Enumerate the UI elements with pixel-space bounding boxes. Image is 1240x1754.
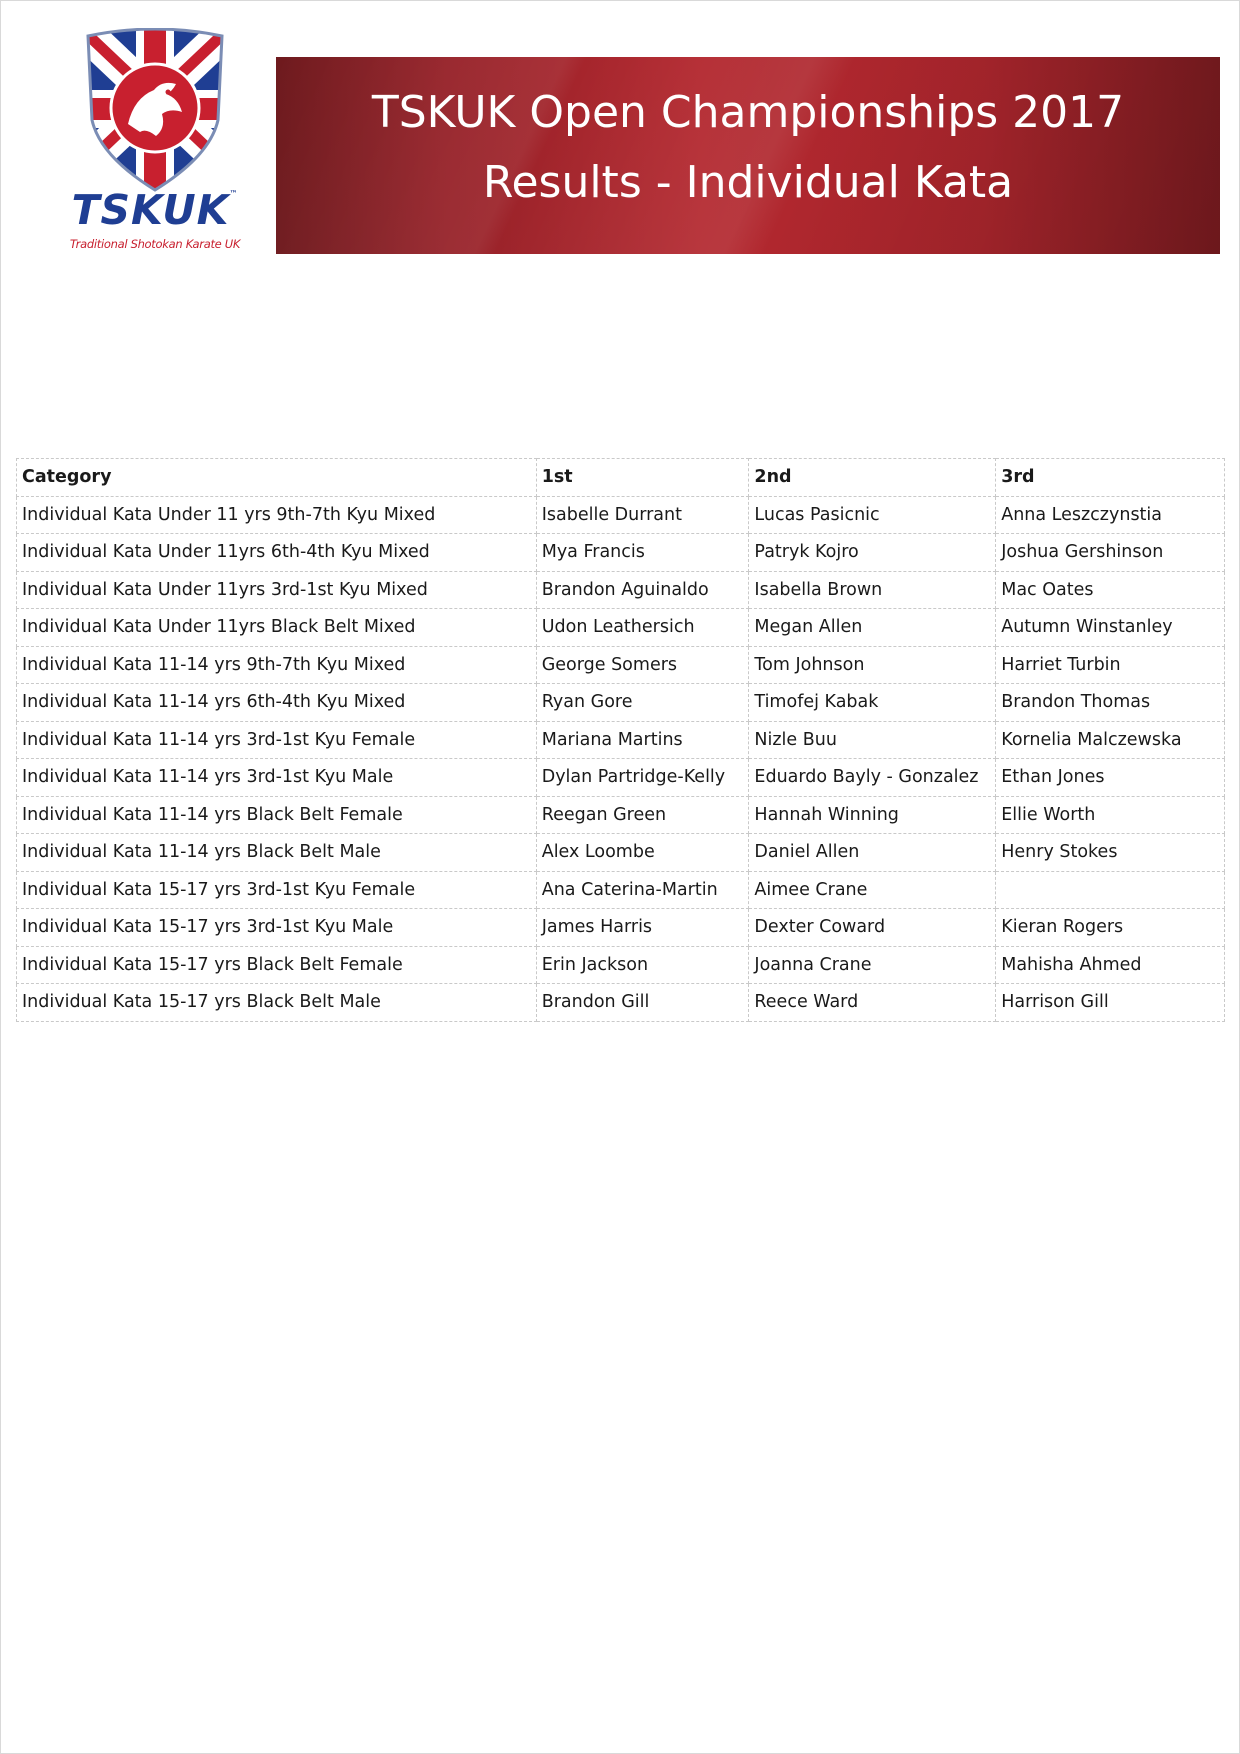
- cell-second: Isabella Brown: [749, 571, 996, 609]
- cell-third: Ethan Jones: [996, 759, 1225, 797]
- cell-second: Dexter Coward: [749, 909, 996, 947]
- cell-first: Reegan Green: [536, 796, 749, 834]
- table-row: [17, 946, 1225, 984]
- cell-category: Individual Kata Under 11yrs 6th-4th Kyu Mixed: [17, 534, 537, 572]
- table-row: [17, 909, 1225, 947]
- table-row: [17, 496, 1225, 534]
- cell-first: Mya Francis: [536, 534, 749, 572]
- cell-third: Henry Stokes: [996, 834, 1225, 872]
- table-row: [17, 721, 1225, 759]
- cell-category: Individual Kata 15-17 yrs 3rd-1st Kyu Female: [17, 871, 537, 909]
- cell-category: Individual Kata 11-14 yrs Black Belt Female: [17, 796, 537, 834]
- table-row: [17, 834, 1225, 872]
- cell-second: Eduardo Bayly - Gonzalez: [749, 759, 996, 797]
- cell-first: Alex Loombe: [536, 834, 749, 872]
- cell-first: Brandon Gill: [536, 984, 749, 1022]
- cell-second: Lucas Pasicnic: [749, 496, 996, 534]
- logo-tagline: Traditional Shotokan Karate UK: [69, 237, 241, 251]
- cell-first: Ryan Gore: [536, 684, 749, 722]
- cell-category: Individual Kata 11-14 yrs 3rd-1st Kyu Male: [17, 759, 537, 797]
- cell-first: Erin Jackson: [536, 946, 749, 984]
- cell-category: Individual Kata 15-17 yrs Black Belt Female: [17, 946, 537, 984]
- cell-category: Individual Kata 11-14 yrs Black Belt Male: [17, 834, 537, 872]
- cell-category: Individual Kata 15-17 yrs Black Belt Male: [17, 984, 537, 1022]
- header-category: Category: [17, 459, 537, 497]
- page-subtitle: Results - Individual Kata: [482, 157, 1014, 208]
- cell-third: Mac Oates: [996, 571, 1225, 609]
- header-banner: [276, 57, 1220, 254]
- cell-third: [996, 871, 1225, 909]
- table-row: [17, 796, 1225, 834]
- cell-first: Dylan Partridge-Kelly: [536, 759, 749, 797]
- header-first: 1st: [536, 459, 749, 497]
- cell-third: Autumn Winstanley: [996, 609, 1225, 647]
- cell-second: Daniel Allen: [749, 834, 996, 872]
- cell-category: Individual Kata 15-17 yrs 3rd-1st Kyu Male: [17, 909, 537, 947]
- cell-second: Hannah Winning: [749, 796, 996, 834]
- results-table: [16, 458, 1225, 1022]
- shield-emblem-icon: [50, 28, 260, 193]
- header-third: 3rd: [996, 459, 1225, 497]
- header-second: 2nd: [749, 459, 996, 497]
- cell-third: Brandon Thomas: [996, 684, 1225, 722]
- cell-category: Individual Kata 11-14 yrs 6th-4th Kyu Mixed: [17, 684, 537, 722]
- tskuk-logo: [50, 28, 260, 258]
- cell-third: Harriet Turbin: [996, 646, 1225, 684]
- table-row: [17, 759, 1225, 797]
- cell-first: Brandon Aguinaldo: [536, 571, 749, 609]
- cell-second: Tom Johnson: [749, 646, 996, 684]
- cell-category: Individual Kata 11-14 yrs 9th-7th Kyu Mixed: [17, 646, 537, 684]
- cell-first: George Somers: [536, 646, 749, 684]
- cell-category: Individual Kata Under 11yrs 3rd-1st Kyu Mixed: [17, 571, 537, 609]
- table-row: [17, 609, 1225, 647]
- cell-second: Patryk Kojro: [749, 534, 996, 572]
- cell-second: Joanna Crane: [749, 946, 996, 984]
- cell-third: Joshua Gershinson: [996, 534, 1225, 572]
- table-row: [17, 984, 1225, 1022]
- logo-wordmark: TSKUK™: [71, 186, 239, 234]
- cell-third: Kieran Rogers: [996, 909, 1225, 947]
- page-title: TSKUK Open Championships 2017: [371, 87, 1125, 138]
- cell-first: James Harris: [536, 909, 749, 947]
- cell-second: Aimee Crane: [749, 871, 996, 909]
- table-row: [17, 684, 1225, 722]
- cell-third: Mahisha Ahmed: [996, 946, 1225, 984]
- cell-second: Nizle Buu: [749, 721, 996, 759]
- cell-third: Ellie Worth: [996, 796, 1225, 834]
- cell-first: Mariana Martins: [536, 721, 749, 759]
- cell-second: Timofej Kabak: [749, 684, 996, 722]
- cell-third: Harrison Gill: [996, 984, 1225, 1022]
- table-row: [17, 534, 1225, 572]
- cell-second: Reece Ward: [749, 984, 996, 1022]
- table-row: [17, 871, 1225, 909]
- table-row: [17, 571, 1225, 609]
- cell-second: Megan Allen: [749, 609, 996, 647]
- cell-category: Individual Kata 11-14 yrs 3rd-1st Kyu Female: [17, 721, 537, 759]
- table-row: [17, 646, 1225, 684]
- cell-third: Anna Leszczynstia: [996, 496, 1225, 534]
- cell-first: Isabelle Durrant: [536, 496, 749, 534]
- cell-first: Udon Leathersich: [536, 609, 749, 647]
- cell-category: Individual Kata Under 11yrs Black Belt Mixed: [17, 609, 537, 647]
- cell-third: Kornelia Malczewska: [996, 721, 1225, 759]
- cell-first: Ana Caterina-Martin: [536, 871, 749, 909]
- cell-category: Individual Kata Under 11 yrs 9th-7th Kyu Mixed: [17, 496, 537, 534]
- table-header-row: [17, 459, 1225, 497]
